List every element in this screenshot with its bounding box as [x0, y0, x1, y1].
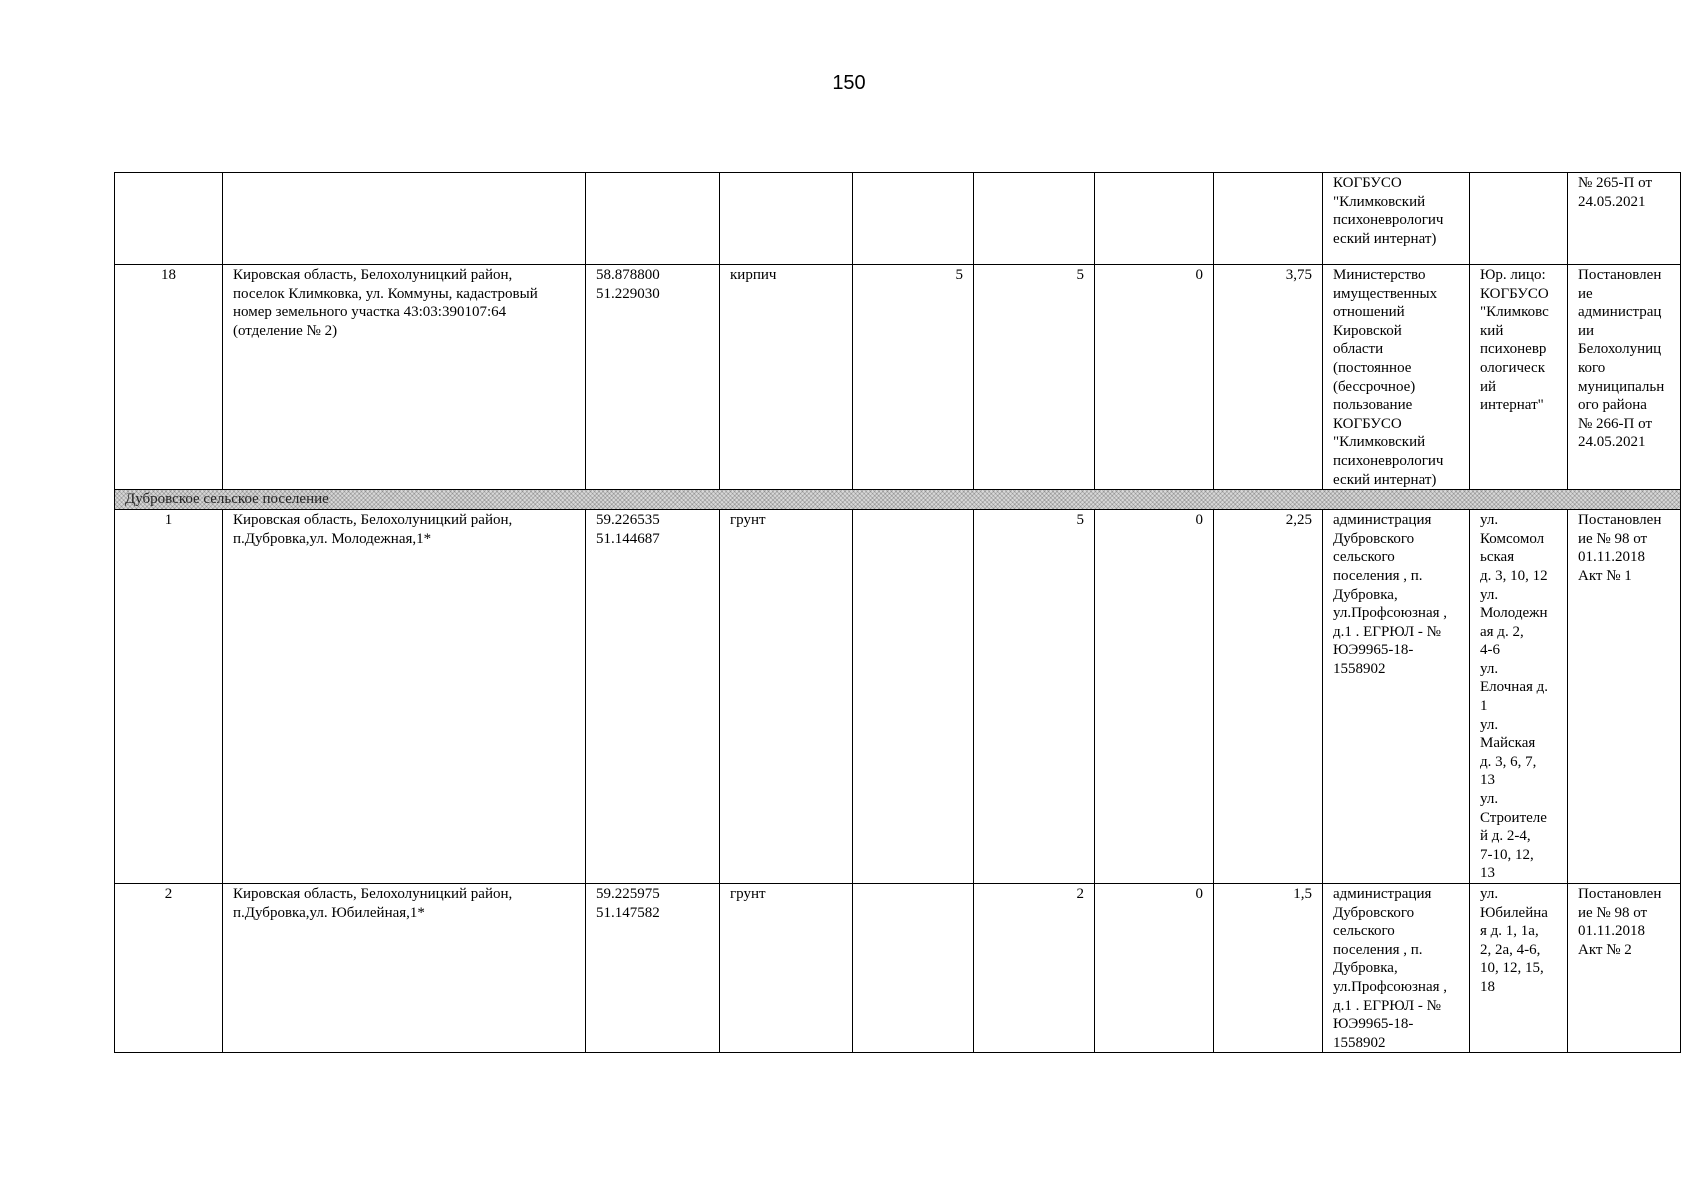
- cell-document: Постановлен ие № 98 от 01.11.2018 Акт № 1: [1568, 510, 1681, 884]
- cell-address: Кировская область, Белохолуницкий район, поселок Климковка, ул. Коммуны, кадастровый номер земельного участка 43:03:390107:64 (отделение № 2): [223, 265, 586, 490]
- cell-col7: [1095, 173, 1214, 265]
- cell-sources: ул. Юбилейна я д. 1, 1а, 2, 2а, 4-6, 10, 12, 15, 18: [1470, 884, 1568, 1053]
- cell-surface: [720, 173, 853, 265]
- cell-col7: 0: [1095, 510, 1214, 884]
- cell-num: [115, 173, 223, 265]
- cell-num: 1: [115, 510, 223, 884]
- cell-sources: Юр. лицо: КОГБУСО "Климковс кий психоневр ологическ ий интернат": [1470, 265, 1568, 490]
- cell-col6: 5: [974, 265, 1095, 490]
- page-number: 150: [832, 72, 866, 94]
- cell-address: [223, 173, 586, 265]
- cell-col5: [853, 884, 974, 1053]
- cell-document: Постановлен ие № 98 от 01.11.2018 Акт № 2: [1568, 884, 1681, 1053]
- section-title: Дубровское сельское поселение: [115, 490, 1681, 510]
- cell-coords: [586, 173, 720, 265]
- cell-owner: администрация Дубровского сельского поселения , п. Дубровка, ул.Профсоюзная , д.1 . ЕГРЮЛ - № ЮЭ9965-18- 1558902: [1323, 884, 1470, 1053]
- table-row: [115, 265, 1681, 490]
- cell-col6: [974, 173, 1095, 265]
- cell-address: Кировская область, Белохолуницкий район, п.Дубровка,ул. Молодежная,1*: [223, 510, 586, 884]
- cell-address: Кировская область, Белохолуницкий район, п.Дубровка,ул. Юбилейная,1*: [223, 884, 586, 1053]
- cell-surface: кирпич: [720, 265, 853, 490]
- cell-col8: [1214, 173, 1323, 265]
- cell-num: 2: [115, 884, 223, 1053]
- cell-col7: 0: [1095, 884, 1214, 1053]
- section-header-row: [115, 490, 1681, 510]
- cell-col5: 5: [853, 265, 974, 490]
- cell-owner: КОГБУСО "Климковский психоневрологич еский интернат): [1323, 173, 1470, 265]
- cell-col7: 0: [1095, 265, 1214, 490]
- cell-col8: 3,75: [1214, 265, 1323, 490]
- table-row: [115, 510, 1681, 884]
- table-row: [115, 884, 1681, 1053]
- cell-sources: [1470, 173, 1568, 265]
- cell-col8: 2,25: [1214, 510, 1323, 884]
- cell-surface: грунт: [720, 884, 853, 1053]
- cell-owner: администрация Дубровского сельского поселения , п. Дубровка, ул.Профсоюзная , д.1 . ЕГРЮЛ - № ЮЭ9965-18- 1558902: [1323, 510, 1470, 884]
- cell-owner: Министерство имущественных отношений Кировской области (постоянное (бессрочное) пользование КОГБУСО "Климковский психоневрологич еский интернат): [1323, 265, 1470, 490]
- cell-coords: 59.226535 51.144687: [586, 510, 720, 884]
- registry-table: [114, 172, 1681, 1053]
- cell-col6: 5: [974, 510, 1095, 884]
- cell-sources: ул. Комсомол ьская д. 3, 10, 12 ул. Молодежн ая д. 2, 4-6 ул. Елочная д. 1 ул. Майская д. 3, 6, 7, 13 ул. Строителе й д. 2-4, 7-10, 12, 13: [1470, 510, 1568, 884]
- cell-col6: 2: [974, 884, 1095, 1053]
- cell-col5: [853, 510, 974, 884]
- cell-document: № 265-П от 24.05.2021: [1568, 173, 1681, 265]
- cell-coords: 59.225975 51.147582: [586, 884, 720, 1053]
- cell-col8: 1,5: [1214, 884, 1323, 1053]
- cell-num: 18: [115, 265, 223, 490]
- cell-surface: грунт: [720, 510, 853, 884]
- cell-col5: [853, 173, 974, 265]
- cell-coords: 58.878800 51.229030: [586, 265, 720, 490]
- cell-document: Постановлен ие администрац ии Белохолуниц кого муниципальн ого района № 266-П от 24.05.2021: [1568, 265, 1681, 490]
- table-row: [115, 173, 1681, 265]
